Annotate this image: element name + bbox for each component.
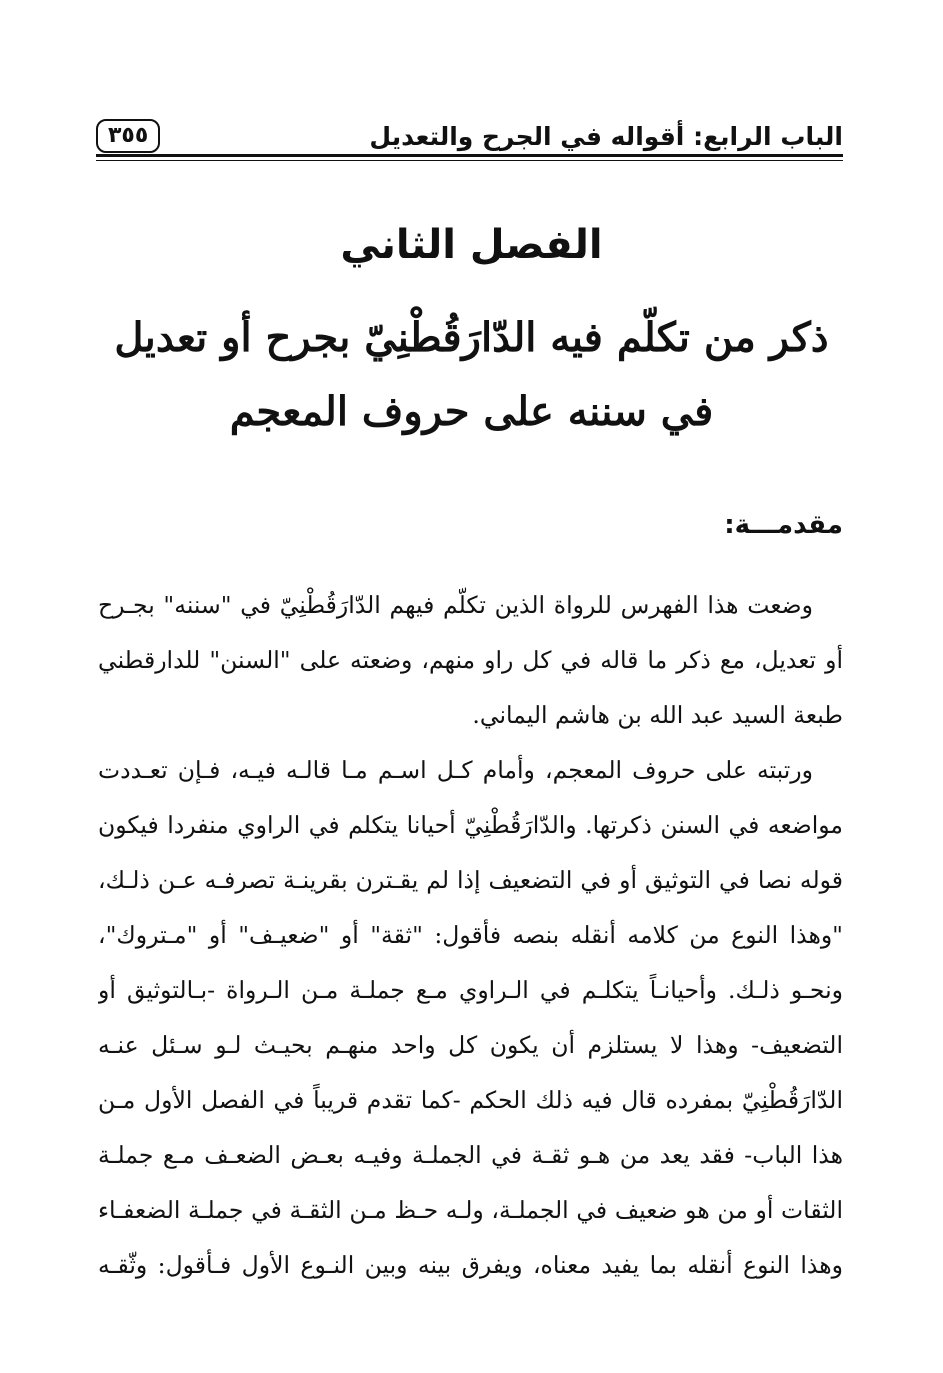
body-line: أو تعديل، مع ذكر ما قاله في كل راو منهم، وضعته على "السنن" للدارقطني: [98, 646, 843, 674]
header-rule-thin: [96, 160, 843, 161]
body-line: التضعيف- وهذا لا يستلزم أن يكون كل واحد منهـم بحيـث لـو سـئل عنـه: [98, 1031, 843, 1059]
body-line: وهذا النوع أنقله بما يفيد معناه، ويفرق بينه وبين النـوع الأول فـأقول: وثّقـه: [98, 1251, 843, 1279]
page-number: ٣٥٥: [96, 119, 160, 153]
body-line: ورتبته على حروف المعجم، وأمام كـل اسـم مـا قالـه فيـه، فـإن تعـددت: [98, 756, 813, 784]
chapter-title-line-2: في سننه على حروف المعجم: [229, 388, 714, 435]
body-line: هذا الباب- فقد يعد من هـو ثقـة في الجملـة وفيـه بعـض الضعـف مـع جملـة: [98, 1141, 843, 1169]
body-line: قوله نصا في التوثيق أو في التضعيف إذا لم يقـترن بقرينـة تصرفـه عـن ذلـك،: [98, 866, 843, 894]
body-line: وضعت هذا الفهرس للرواة الذين تكلّم فيهم الدّارَقُطْنِيّ في "سننه" بجـرح: [98, 591, 813, 619]
header-rule: [96, 154, 843, 157]
running-header: [96, 112, 843, 160]
section-heading: مقدمـــة:: [724, 510, 843, 540]
body-line: الثقات أو من هو ضعيف في الجملـة، ولـه حـظ مـن الثقـة في جملـة الضعفـاء: [98, 1196, 843, 1224]
body-line: مواضعه في السنن ذكرتها. والدّارَقُطْنِيّ أحيانا يتكلم في الراوي منفردا فيكون: [98, 811, 843, 839]
body-line: طبعة السيد عبد الله بن هاشم اليماني.: [472, 701, 843, 729]
running-header-title: الباب الرابع: أقواله في الجرح والتعديل: [369, 121, 843, 151]
body-line: ونحـو ذلـك. وأحيانـاً يتكلـم في الـراوي مـع جملـة مـن الـرواة -بـالتوثيق أو: [98, 976, 843, 1004]
chapter-label: الفصل الثاني: [340, 222, 603, 268]
body-line: الدّارَقُطْنِيّ بمفرده قال فيه ذلك الحكم -كما تقدم قريباً في الفصل الأول مـن: [98, 1086, 843, 1114]
chapter-title-line-1: ذكر من تكلّم فيه الدّارَقُطْنِيّ بجرح أو تعديل: [114, 314, 829, 361]
body-text: [98, 582, 843, 1297]
body-line: "وهذا النوع من كلامه أنقله بنصه فأقول: "ثقة" أو "ضعيـف" أو "مـتروك"،: [98, 921, 843, 949]
